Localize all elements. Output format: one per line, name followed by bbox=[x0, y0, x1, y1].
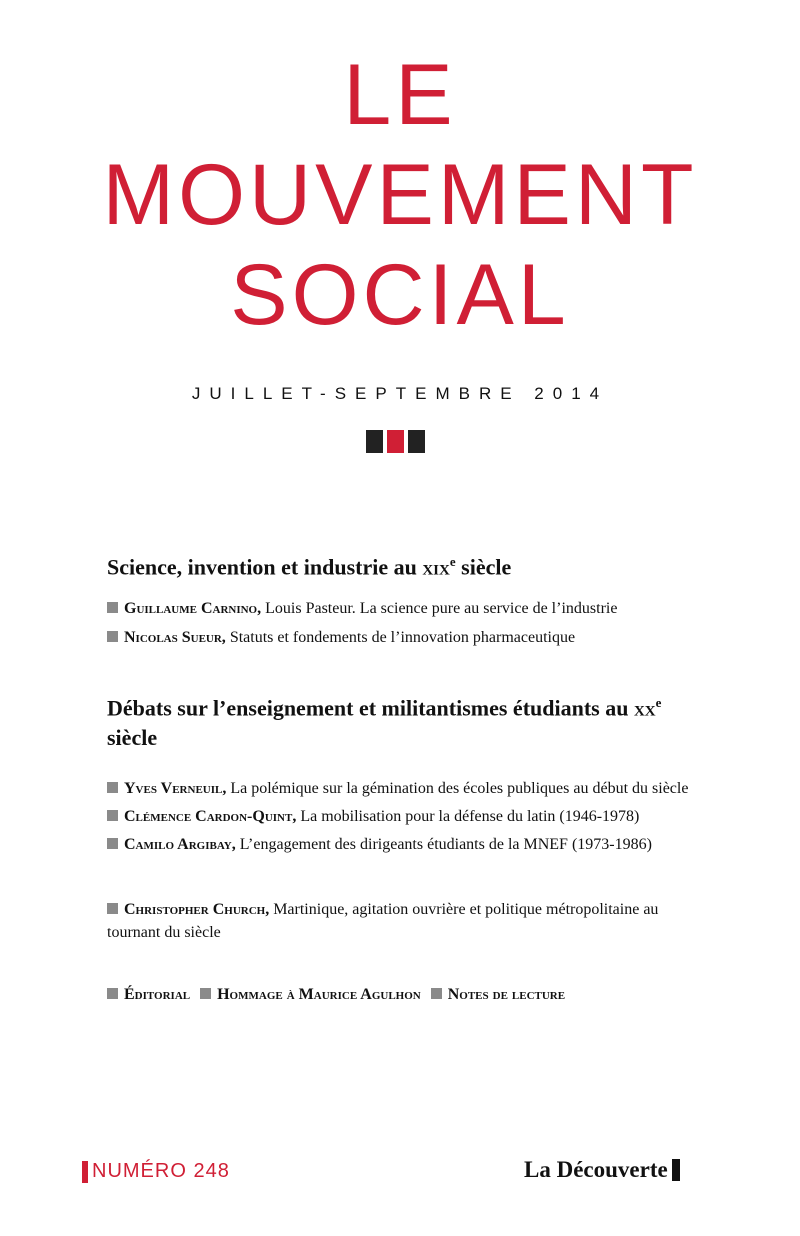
century-numeral: xix bbox=[422, 554, 450, 580]
square-bullet-icon bbox=[107, 631, 118, 642]
article-author: Clémence Cardon-Quint, bbox=[124, 808, 297, 825]
publisher-name: La Découverte bbox=[524, 1157, 668, 1182]
issue-date: JUILLET-SEPTEMBRE 2014 bbox=[191, 384, 609, 403]
article-entry bbox=[107, 805, 727, 828]
journal-title-line-2: MOUVEMENT bbox=[102, 147, 698, 243]
rubric-editorial: Éditorial bbox=[124, 986, 191, 1003]
rubric-hommage: Hommage à Maurice Agulhon bbox=[217, 986, 421, 1003]
article-entry bbox=[107, 898, 707, 944]
article-entry bbox=[107, 777, 727, 800]
square-icon bbox=[387, 430, 404, 453]
century-numeral: xx bbox=[633, 695, 656, 721]
square-bullet-icon bbox=[107, 988, 118, 999]
square-bullet-icon bbox=[200, 988, 211, 999]
journal-title-line-3: SOCIAL bbox=[230, 247, 570, 343]
section-heading-debats bbox=[107, 688, 707, 753]
black-bar-icon bbox=[672, 1159, 680, 1181]
article-entry bbox=[107, 833, 727, 856]
century-suffix: e bbox=[449, 554, 456, 569]
article-title: L’engagement des dirigeants étudiants de la MNEF (1973-1986) bbox=[235, 836, 652, 853]
article-title: Statuts et fondements de l’innovation pharmaceutique bbox=[225, 629, 576, 646]
article-author: Christopher Church, bbox=[124, 901, 270, 918]
square-icon bbox=[366, 430, 383, 453]
issue-number-text: NUMÉRO 248 bbox=[92, 1160, 230, 1182]
article-author: Guillaume Carnino, bbox=[124, 600, 262, 617]
square-bullet-icon bbox=[107, 602, 118, 613]
article-author: Nicolas Sueur, bbox=[124, 629, 226, 646]
square-bullet-icon bbox=[107, 782, 118, 793]
decorative-squares bbox=[366, 430, 425, 453]
article-title: La polémique sur la gémination des écoles publiques au début du siècle bbox=[226, 780, 689, 797]
section-heading-end: siècle bbox=[107, 725, 158, 751]
journal-title-line-1: LE bbox=[343, 47, 457, 143]
publisher bbox=[524, 1157, 680, 1183]
rubric-notes: Notes de lecture bbox=[447, 986, 566, 1003]
article-author: Yves Verneuil, bbox=[124, 780, 227, 797]
square-icon bbox=[408, 430, 425, 453]
square-bullet-icon bbox=[107, 838, 118, 849]
rubrics-line bbox=[107, 986, 571, 1004]
article-title: Louis Pasteur. La science pure au service de l’industrie bbox=[261, 600, 618, 617]
article-entry bbox=[107, 597, 727, 620]
article-entry bbox=[107, 626, 727, 649]
article-author: Camilo Argibay, bbox=[124, 836, 236, 853]
article-title: La mobilisation pour la défense du latin (1946-1978) bbox=[296, 808, 640, 825]
section-heading-end: siècle bbox=[455, 554, 512, 580]
square-bullet-icon bbox=[431, 988, 442, 999]
section-heading-science bbox=[107, 547, 727, 582]
section-heading-text: Science, invention et industrie au bbox=[107, 554, 423, 580]
section-heading-text: Débats sur l’enseignement et militantismes étudiants au bbox=[107, 695, 634, 721]
issue-number bbox=[82, 1160, 230, 1183]
red-bar-icon bbox=[82, 1161, 88, 1183]
square-bullet-icon bbox=[107, 810, 118, 821]
square-bullet-icon bbox=[107, 903, 118, 914]
century-suffix: e bbox=[655, 695, 662, 710]
article-title: Martinique, agitation ouvrière et politique métropolitaine au tournant du siècle bbox=[107, 901, 659, 941]
